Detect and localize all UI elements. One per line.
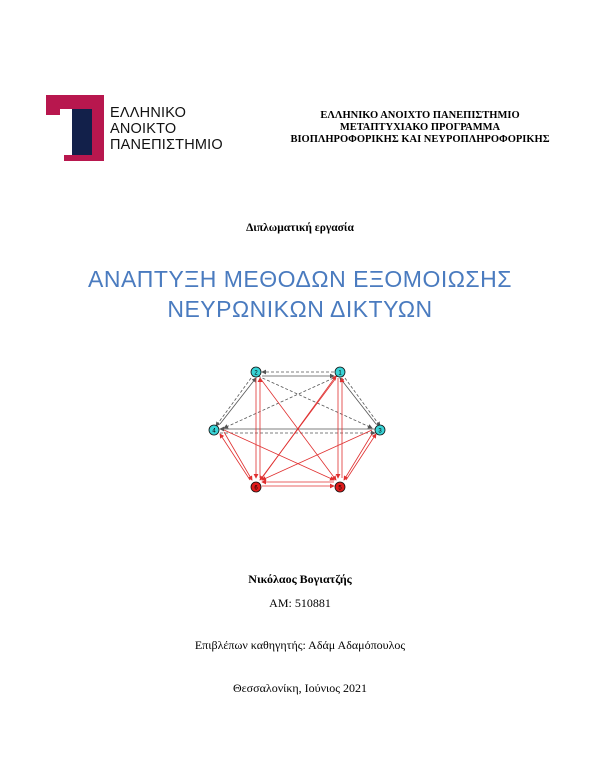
node-label: 5 — [338, 485, 342, 492]
institution-line-2: ΜΕΤΑΠΤΥΧΙΑΚΟ ΠΡΟΓΡΑΜΜΑ — [339, 122, 501, 133]
institution-header — [270, 110, 570, 146]
edge-dark — [224, 376, 338, 428]
edge-dark — [216, 374, 254, 426]
edge-dark — [258, 376, 372, 428]
title-line-2: ΝΕΥΡΩΝΙΚΩΝ ΔΙΚΤΥΩΝ — [167, 296, 433, 322]
place-date: Θεσσαλονίκη, Ιούνιος 2021 — [232, 681, 368, 695]
node-label: 4 — [212, 428, 216, 435]
supervisor: Επιβλέπων καθηγητής: Αδάμ Αδαμόπουλος — [194, 638, 406, 652]
edge-dark — [340, 378, 376, 424]
edge-red — [220, 434, 250, 480]
document-type: Διπλωματική εργασία — [246, 222, 354, 234]
logo-wordmark — [110, 105, 223, 153]
thesis-title — [0, 264, 600, 324]
edge-red — [346, 434, 376, 480]
node-label: 6 — [254, 485, 258, 492]
logo-mark-icon — [46, 95, 104, 161]
student-id: ΑΜ: 510881 — [269, 596, 331, 610]
logo-line-3: ΠΑΝΕΠΙΣΤΗΜΙΟ — [110, 137, 223, 153]
logo-line-2: ΑΝΟΙΚΤΟ — [110, 121, 177, 137]
node-label: 1 — [338, 370, 342, 377]
edge-dark — [342, 374, 380, 426]
author-name: Νικόλαος Βογιατζής — [248, 572, 352, 586]
university-logo — [46, 95, 226, 161]
institution-line-1: ΕΛΛΗΝΙΚΟ ΑΝΟΙΧΤΟ ΠΑΝΕΠΙΣΤΗΜΙΟ — [320, 110, 520, 121]
node-label: 2 — [254, 370, 258, 377]
neural-network-graph — [200, 360, 400, 495]
logo-line-1: ΕΛΛΗΝΙΚΟ — [110, 105, 187, 121]
title-line-1: ΑΝΑΠΤΥΞΗ ΜΕΘΟΔΩΝ ΕΞΟΜΟΙΩΣΗΣ — [88, 266, 512, 292]
edge-red — [262, 376, 336, 478]
node-label: 3 — [378, 428, 382, 435]
graph-edges — [216, 372, 380, 486]
edge-red — [224, 432, 252, 480]
edge-dark — [220, 378, 256, 424]
institution-line-3: ΒΙΟΠΛΗΡΟΦΟΡΙΚΗΣ ΚΑΙ ΝΕΥΡΟΠΛΗΡΟΦΟΡΙΚΗΣ — [290, 134, 550, 145]
